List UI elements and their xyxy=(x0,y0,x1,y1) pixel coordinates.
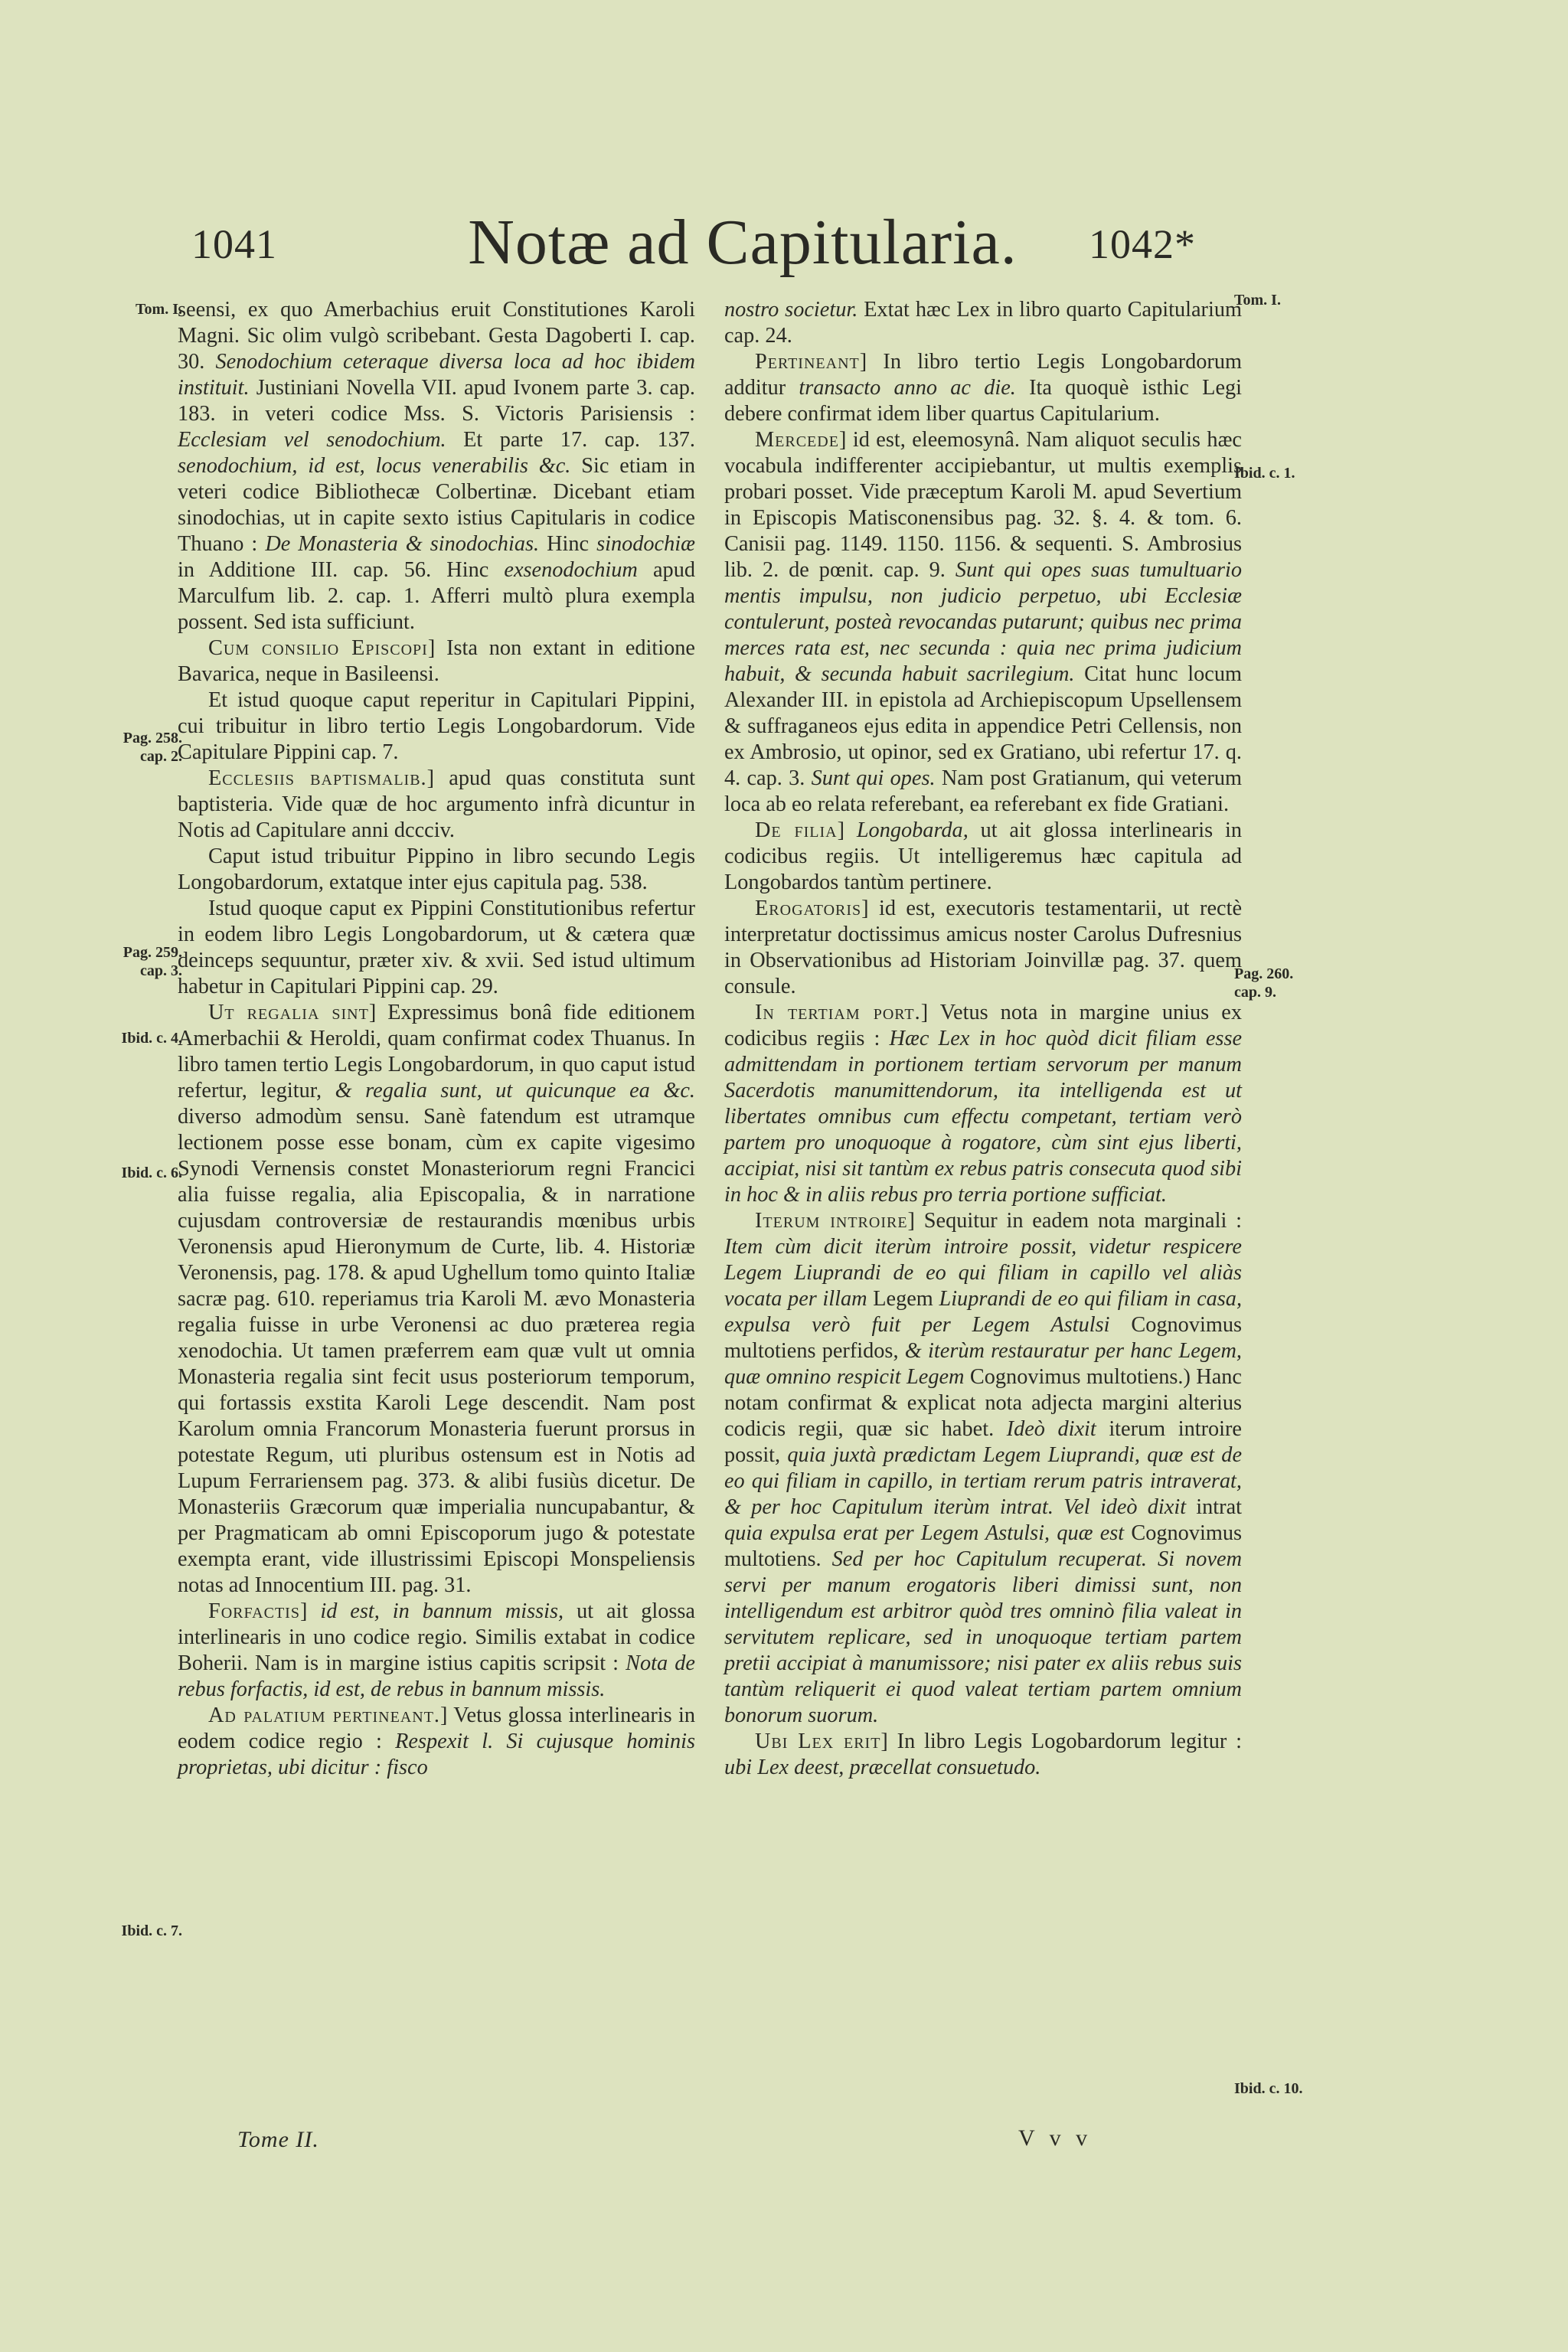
margin-ref: Ibid. c. 6. xyxy=(121,1165,182,1181)
margin-ref: Tom. I. xyxy=(136,301,182,318)
margin-ref: Pag. 260. cap. 9. xyxy=(1234,965,1294,1001)
paragraph: Iterum introire] Sequitur in eadem nota marginali : Item cùm dicit iterùm introire possit, videtur respicere Legem Liuprandi de eo qui filiam in capillo vel aliàs vocata per illam Legem Liuprandi de eo qui filiam in casa, expulsa verò fuit per Legem Astulsi Cognovimus multotiens perfidos, & iterùm restauratur per hanc Legem, quæ omnino respicit Legem Cognovimus multotiens.) Hanc notam confirmat & explicat nota adjecta margini alterius codicis regii, quæ sic habet. Ideò dixit iterum introire possit, quia juxtà prædictam Legem Liuprandi, quæ est de eo qui filiam in capillo, in tertiam rerum patris intraverat, & per hoc Capitulum iterùm intrat. Vel ideò dixit intrat quia expulsa erat per Legem Astulsi, quæ est Cognovimus multotiens. Sed per hoc Capitulum recuperat. Si novem servi per manum erogatoris liberi dimissi sunt, non intelligendum est arbitror quòd tres omninò filia valeat in servitutem replicare, sed in unoquoque tertiam partem pretii accipiat à manumissore; nisi pater ex aliis rebus suis tantùm reliquerit ei quod valeat tertiam partem omnium bonorum suorum. xyxy=(724,1209,1243,1727)
paragraph: Ubi Lex erit] In libro Legis Logobardorum legitur : ubi Lex deest, præcellat consuetudo. xyxy=(724,1730,1242,1779)
paragraph: seensi, ex quo Amerbachius eruit Constitutiones Karoli Magni. Sic olim vulgò scribebant. Gesta Dagoberti I. cap. 30. Senodochium ceteraque diversa loca ad hoc ibidem instituit. Justiniani Novella VII. apud Ivonem parte 3. cap. 183. in veteri codice Mss. S. Victoris Parisiensis : Ecclesiam vel senodochium. Et parte 17. cap. 137. senodochium, id est, locus venerabilis &c. Sic etiam in veteri codice Bibliothecæ Colbertinæ. Dicebant etiam sinodochias, ut in capite sexto istius Capitularis in codice Thuano : De Monasteria & sinodochias. Hinc sinodochiæ in Additione III. cap. 56. Hinc exsenodochium apud Marculfum lib. 2. cap. 1. Afferri multò plura exempla possent. Sed ista sufficiunt. xyxy=(178,298,696,634)
paragraph: Istud quoque caput ex Pippini Constitutionibus refertur in eodem libro Legis Longobardorum, ut & cætera quæ deinceps sequuntur, præter xiv. & xvii. Sed istud ultimum habetur in Capitulari Pippini cap. 29. xyxy=(178,897,695,998)
margin-ref: Pag. 258. cap. 2. xyxy=(122,730,182,765)
paragraph: Cum consilio Episcopi] Ista non extant in editione Bavarica, neque in Basileensi. xyxy=(178,636,695,686)
margin-ref: Tom. I. xyxy=(1234,292,1281,309)
paragraph: Ad palatium pertineant.] Vetus glossa interlinearis in eodem codice regio : Respexit l. Si cujusque hominis proprietas, ubi dicitur : fisco xyxy=(178,1704,696,1779)
margin-ref: Ibid. c. 7. xyxy=(121,1922,182,1939)
paragraph: nostro societur. Extat hæc Lex in libro quarto Capitularium cap. 24. xyxy=(724,298,1242,348)
paragraph: De filia] Longobarda, ut ait glossa interlinearis in codicibus regiis. Ut intelligeremus hæc capitula ad Longobardos tantùm pertinere. xyxy=(724,818,1242,894)
left-column xyxy=(178,297,695,1781)
margin-ref: Ibid. c. 10. xyxy=(1234,2080,1303,2097)
margin-ref: Pag. 259. cap. 3. xyxy=(122,944,182,979)
paragraph: Forfactis] id est, in bannum missis, ut ait glossa interlinearis in uno codice regio. Similis extabat in codice Boherii. Nam is in margine istius capitis scripsit : Nota de rebus forfactis, id est, de rebus in bannum missis. xyxy=(178,1599,695,1701)
signature-mark: Tome II. xyxy=(237,2127,319,2152)
paragraph: Ecclesiis baptismalib.] apud quas constituta sunt baptisteria. Vide quæ de hoc argumento infrà dicuntur in Notis ad Capitulare anni dccciv. xyxy=(178,766,695,842)
right-page-number: 1042* xyxy=(1089,221,1196,267)
paragraph: Mercede] id est, eleemosynâ. Nam aliquot seculis hæc vocabula indifferenter accipiebantur, ut multis exemplis probari posset. Vide præceptum Karoli M. apud Severtium in Episcopis Matisconensibus pag. 32. §. 4. & tom. 6. Canisii pag. 1149. 1150. 1156. & sequenti. S. Ambrosius lib. 2. de pœnit. cap. 9. Sunt qui opes suas tumultuario mentis impulsu, non judicio perpetuo, ubi Ecclesiæ contulerunt, posteà revocandas putarunt; quibus nec prima merces rata est, nec secunda : quia nec prima judicium habuit, & secunda habuit sacrilegium. Citat hunc locum Alexander III. in epistola ad Archiepiscopum Upsellensem & suffraganeos ejus edita in appendice Petri Cellensis, non ex Ambrosio, ut opinor, sed ex Gratiano, ubi refertur 17. q. 4. cap. 3. Sunt qui opes. Nam post Gratianum, qui veterum loca ab eo relata referebant, ea referebant ex fide Gratiani. xyxy=(724,428,1243,816)
paragraph: Caput istud tribuitur Pippino in libro secundo Legis Longobardorum, extatque inter ejus capitula pag. 538. xyxy=(178,844,695,894)
signature-mark: V v v xyxy=(1018,2125,1093,2151)
paragraph: Pertineant] In libro tertio Legis Longobardorum additur transacto anno ac die. Ita quoquè isthic Legi debere confirmat idem liber quartus Capitularium. xyxy=(724,350,1243,426)
right-column xyxy=(724,297,1242,1781)
paragraph: Erogatoris] id est, executoris testamentarii, ut rectè interpretatur doctissimus amicus noster Carolus Dufresnius in Observationibus ad Historiam Joinvillæ pag. 37. quem consule. xyxy=(724,897,1242,998)
paragraph: In tertiam port.] Vetus nota in margine unius ex codicibus regiis : Hæc Lex in hoc quòd dicit filiam esse admittendam in portionem tertiam servorum per manum Sacerdotis manumittendorum, ita intelligenda est ut libertates omnibus cum effectu competant, tertiam verò partem pro unoquoque à rogatore, cùm sint ejus liberti, accipiat, nisi sit tantùm ex rebus patris consecuta quod sibi in hoc & in aliis rebus pro terria portione sufficiat. xyxy=(724,1001,1243,1207)
margin-ref: Ibid. c. 1. xyxy=(1234,465,1295,482)
paragraph: Ut regalia sint] Expressimus bonâ fide editionem Amerbachii & Heroldi, quam confirmat codex Thuanus. In libro tamen tertio Legis Longobardorum, in quo caput istud refertur, legitur, & regalia sunt, ut quicunque ea &c. diverso admodùm sensu. Sanè fatendum est utramque lectionem posse esse bonam, cùm ex capite vigesimo Synodi Vernensis constet Monasteriorum regni Francici alia fuisse regalia, alia Episcopalia, & in narratione cujusdam controversiæ de restaurandis mœnibus urbis Veronensis apud Hieronymum de Curte, lib. 4. Historiæ Veronensis, pag. 178. & apud Ughellum tomo quinto Italiæ sacræ pag. 610. reperiamus tria Karoli M. ævo Monasteria regalia fuisse in urbe Veronensi ac duo præterea regia xenodochia. Ut tamen præferrem eam quæ vult ut omnia Monasteria regalia sint fecit usus posteriorum temporum, qui fortassis exstita Karoli Lege descendit. Nam post Karolum omnia Francorum Monasteria fuerunt prorsus in potestate Regum, uti pluribus ostensum est in Notis ad Lupum Ferrariensem pag. 373. & alibi fusiùs dicetur. De Monasteriis Græcorum quæ imperialia nuncupabantur, & per Pragmaticam ab omni Episcoporum jugo & potestate exempta erant, vide illustrissimi Episcopi Monspeliensis notas ad Innocentium III. pag. 31. xyxy=(178,1001,695,1597)
paragraph: Et istud quoque caput reperitur in Capitulari Pippini, cui tribuitur in libro tertio Legis Longobardorum. Vide Capitulare Pippini cap. 7. xyxy=(178,688,695,764)
margin-ref: Ibid. c. 4. xyxy=(121,1030,182,1047)
running-title: Notæ ad Capitularia. xyxy=(468,207,1018,278)
left-page-number: 1041 xyxy=(191,221,277,267)
